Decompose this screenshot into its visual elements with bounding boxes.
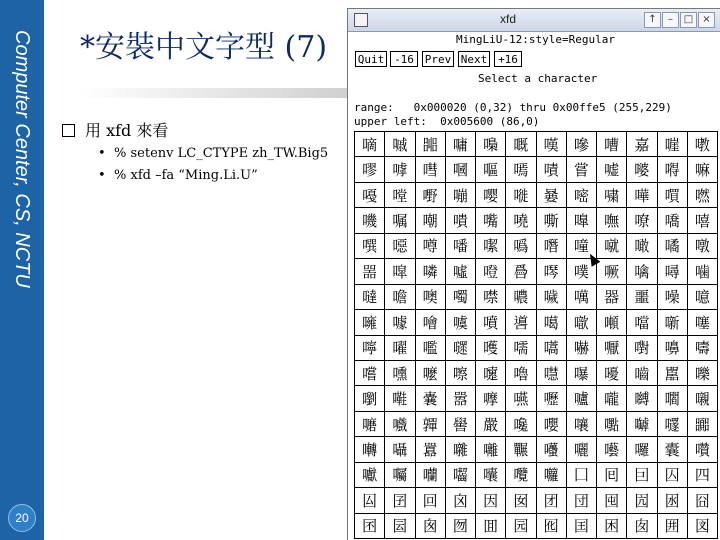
- xfd-window: [347, 8, 720, 540]
- glyph-cell[interactable]: 噡: [385, 285, 415, 310]
- glyph-cell[interactable]: 嚗: [567, 361, 597, 386]
- upper-left-info: upper left: 0x005600 (86,0): [354, 115, 540, 128]
- glyph-cell[interactable]: 囆: [537, 437, 567, 462]
- glyph-cell[interactable]: 嘹: [627, 208, 657, 233]
- glyph-cell[interactable]: 囙: [627, 463, 657, 488]
- glyph-cell[interactable]: 嚧: [567, 386, 597, 411]
- glyph-cell[interactable]: 嚶: [537, 412, 567, 437]
- glyph-cell[interactable]: 嚠: [355, 386, 385, 411]
- glyph-cell[interactable]: 嚊: [658, 336, 688, 361]
- glyph-cell[interactable]: 噛: [688, 259, 718, 284]
- glyph-cell[interactable]: 噒: [416, 259, 446, 284]
- sub-bullet-text: % setenv LC_CTYPE zh_TW.Big5: [114, 146, 329, 161]
- glyph-cell[interactable]: 囮: [537, 514, 567, 539]
- glyph-cell[interactable]: 嘪: [658, 183, 688, 208]
- glyph-cell[interactable]: 噰: [355, 310, 385, 335]
- glyph-cell[interactable]: 囂: [416, 437, 446, 462]
- glyph-cell[interactable]: 囫: [446, 514, 476, 539]
- glyph-cell[interactable]: 嘺: [658, 208, 688, 233]
- glyph-cell[interactable]: 嘙: [627, 157, 657, 182]
- glyph-cell[interactable]: 囖: [537, 463, 567, 488]
- glyph-cell[interactable]: 図: [688, 514, 718, 539]
- next-button[interactable]: Next: [458, 51, 490, 67]
- glyph-cell[interactable]: 囊: [658, 437, 688, 462]
- glyph-cell[interactable]: 噈: [597, 234, 627, 259]
- glyph-cell[interactable]: 噅: [506, 234, 536, 259]
- glyph-cell[interactable]: 嘃: [446, 132, 476, 157]
- glyph-cell[interactable]: 囒: [416, 463, 446, 488]
- window-menu-icon[interactable]: [354, 13, 368, 27]
- glyph-cell[interactable]: 囱: [627, 514, 657, 539]
- glyph-cell[interactable]: 噃: [446, 234, 476, 259]
- glyph-cell[interactable]: 嘴: [476, 208, 506, 233]
- glyph-cell[interactable]: 噥: [506, 285, 536, 310]
- glyph-cell[interactable]: 嘇: [567, 132, 597, 157]
- glyph-cell[interactable]: 噠: [355, 285, 385, 310]
- glyph-cell[interactable]: 嚦: [537, 386, 567, 411]
- glyph-cell[interactable]: 嚣: [446, 386, 476, 411]
- glyph-cell[interactable]: 嚺: [658, 412, 688, 437]
- glyph-cell[interactable]: 嘷: [567, 208, 597, 233]
- sub-bullet: [98, 168, 258, 183]
- glyph-cell[interactable]: 嘁: [385, 132, 415, 157]
- glyph-cell[interactable]: 嚨: [597, 386, 627, 411]
- glyph-cell[interactable]: 噄: [476, 234, 506, 259]
- glyph-cell[interactable]: 嚘: [597, 361, 627, 386]
- glyph-cell[interactable]: 囃: [446, 437, 476, 462]
- glyph-cell[interactable]: 囬: [476, 514, 506, 539]
- glyph-cell[interactable]: 嘐: [355, 157, 385, 182]
- window-title: xfd: [499, 12, 516, 26]
- glyph-cell[interactable]: 囨: [355, 514, 385, 539]
- glyph-cell[interactable]: 噑: [385, 259, 415, 284]
- glyph-cell[interactable]: 噢: [416, 285, 446, 310]
- glyph-cell[interactable]: 回: [416, 488, 446, 513]
- glyph-cell[interactable]: 噪: [658, 285, 688, 310]
- maximize-button[interactable]: □: [680, 12, 697, 28]
- glyph-cell[interactable]: 囕: [506, 463, 536, 488]
- glyph-cell[interactable]: 嚇: [567, 336, 597, 361]
- glyph-cell[interactable]: 噴: [476, 310, 506, 335]
- glyph-cell[interactable]: 嘘: [597, 157, 627, 182]
- glyph-cell[interactable]: 嘢: [416, 183, 446, 208]
- glyph-cell[interactable]: 噵: [506, 310, 536, 335]
- glyph-cell[interactable]: 噶: [537, 310, 567, 335]
- glyph-cell[interactable]: 因: [476, 488, 506, 513]
- glyph-cell[interactable]: 嘛: [688, 157, 718, 182]
- glyph-cell[interactable]: 嚑: [385, 361, 415, 386]
- glyph-cell[interactable]: 嚤: [476, 386, 506, 411]
- glyph-cell[interactable]: 噙: [627, 259, 657, 284]
- glyph-cell[interactable]: 嘶: [537, 208, 567, 233]
- glyph-cell[interactable]: 噀: [355, 234, 385, 259]
- glyph-cell[interactable]: 噣: [446, 285, 476, 310]
- glyph-cell[interactable]: 嘆: [537, 132, 567, 157]
- glyph-cell[interactable]: 噖: [537, 259, 567, 284]
- glyph-cell[interactable]: 团: [537, 488, 567, 513]
- glyph-cell[interactable]: 噫: [688, 285, 718, 310]
- glyph-cell[interactable]: 嘥: [506, 183, 536, 208]
- glyph-cell[interactable]: 噇: [567, 234, 597, 259]
- glyph-cell[interactable]: 器: [597, 285, 627, 310]
- glyph-cell[interactable]: 嚵: [506, 412, 536, 437]
- glyph-cell[interactable]: 嘱: [385, 208, 415, 233]
- glyph-cell[interactable]: 噱: [385, 310, 415, 335]
- glyph-cell[interactable]: 噗: [567, 259, 597, 284]
- checkbox-bullet-icon: [62, 124, 75, 137]
- glyph-cell[interactable]: 嚪: [658, 386, 688, 411]
- glyph-cell[interactable]: 嚈: [597, 336, 627, 361]
- glyph-cell[interactable]: 嘻: [688, 208, 718, 233]
- glyph-cell[interactable]: 嘀: [355, 132, 385, 157]
- glyph-cell[interactable]: 噁: [385, 234, 415, 259]
- glyph-cell[interactable]: 嚥: [506, 386, 536, 411]
- glyph-cell[interactable]: 嚻: [688, 412, 718, 437]
- glyph-cell[interactable]: 噂: [416, 234, 446, 259]
- glyph-cell[interactable]: 嘂: [416, 132, 446, 157]
- glyph-cell[interactable]: 噉: [627, 234, 657, 259]
- glyph-cell[interactable]: 嚚: [658, 361, 688, 386]
- glyph-cell[interactable]: 噔: [476, 259, 506, 284]
- glyph-cell[interactable]: 嚒: [416, 361, 446, 386]
- glyph-cell[interactable]: 嘸: [597, 208, 627, 233]
- glyph-cell[interactable]: 嚂: [416, 336, 446, 361]
- glyph-cell[interactable]: 嘅: [506, 132, 536, 157]
- glyph-cell[interactable]: 嚁: [385, 336, 415, 361]
- sub-bullet-text: % xfd –fa “Ming.Li.U”: [114, 168, 258, 183]
- glyph-cell[interactable]: 嚖: [537, 361, 567, 386]
- minus-16-button[interactable]: -16: [390, 51, 418, 67]
- glyph-cell[interactable]: 嘤: [476, 183, 506, 208]
- glyph-grid[interactable]: [354, 131, 718, 539]
- glyph-cell[interactable]: 嚔: [476, 361, 506, 386]
- glyph-cell[interactable]: 四: [688, 463, 718, 488]
- glyph-cell[interactable]: 噺: [658, 310, 688, 335]
- glyph-cell[interactable]: 嘲: [416, 208, 446, 233]
- glyph-cell[interactable]: 囐: [355, 463, 385, 488]
- glyph-cell[interactable]: 嚓: [446, 361, 476, 386]
- glyph-cell[interactable]: 囁: [385, 437, 415, 462]
- glyph-cell[interactable]: 嚢: [416, 386, 446, 411]
- glyph-cell[interactable]: 囩: [385, 514, 415, 539]
- glyph-cell[interactable]: 嚕: [506, 361, 536, 386]
- glyph-cell[interactable]: 嘈: [597, 132, 627, 157]
- glyph-cell[interactable]: 囯: [567, 514, 597, 539]
- glyph-cell[interactable]: 噧: [567, 285, 597, 310]
- glyph-cell[interactable]: 嚃: [446, 336, 476, 361]
- glyph-cell[interactable]: 嚳: [446, 412, 476, 437]
- glyph-cell[interactable]: 囇: [567, 437, 597, 462]
- glyph-cell[interactable]: 囦: [658, 488, 688, 513]
- glyph-cell[interactable]: 囲: [658, 514, 688, 539]
- glyph-cell[interactable]: 嚹: [627, 412, 657, 437]
- close-button[interactable]: ×: [698, 12, 715, 28]
- bullet-dot-icon: •: [98, 168, 106, 183]
- sub-bullet: [98, 146, 328, 161]
- bullet-dot-icon: •: [98, 146, 106, 161]
- main-bullet: [62, 118, 168, 141]
- page-number: 20: [8, 504, 36, 532]
- glyph-cell[interactable]: 噦: [537, 285, 567, 310]
- glyph-cell[interactable]: 嘊: [658, 132, 688, 157]
- glyph-cell[interactable]: 噷: [567, 310, 597, 335]
- glyph-cell[interactable]: 囜: [355, 488, 385, 513]
- glyph-cell[interactable]: 嘖: [537, 157, 567, 182]
- glyph-cell[interactable]: 嘦: [537, 183, 567, 208]
- slide-title: *安裝中文字型 (7): [80, 30, 328, 65]
- title-underline: [80, 88, 350, 98]
- glyph-cell[interactable]: 囓: [446, 463, 476, 488]
- glyph-cell[interactable]: 噊: [658, 234, 688, 259]
- glyph-cell[interactable]: 噚: [658, 259, 688, 284]
- glyph-cell[interactable]: 嚩: [627, 386, 657, 411]
- main-bullet-text: 用 xfd 來看: [85, 121, 169, 140]
- glyph-cell[interactable]: 囄: [476, 437, 506, 462]
- glyph-cell[interactable]: 嘫: [688, 183, 718, 208]
- glyph-cell[interactable]: 囋: [688, 437, 718, 462]
- glyph-cell[interactable]: 囔: [476, 463, 506, 488]
- range-info: range: 0x000020 (0,32) thru 0x00ffe5 (255,229): [354, 101, 672, 114]
- glyph-cell[interactable]: 噘: [597, 259, 627, 284]
- glyph-cell[interactable]: 囟: [446, 488, 476, 513]
- glyph-cell[interactable]: 嘡: [385, 183, 415, 208]
- glyph-cell[interactable]: 园: [506, 514, 536, 539]
- glyph-cell[interactable]: 噸: [597, 310, 627, 335]
- glyph-cell[interactable]: 囈: [597, 437, 627, 462]
- window-titlebar[interactable]: [348, 9, 720, 32]
- glyph-cell[interactable]: 噹: [627, 310, 657, 335]
- glyph-cell[interactable]: 囗: [567, 463, 597, 488]
- glyph-cell[interactable]: 嘔: [476, 157, 506, 182]
- select-hint: Select a character: [478, 72, 598, 85]
- glyph-cell[interactable]: 団: [567, 488, 597, 513]
- glyph-cell[interactable]: 困: [597, 514, 627, 539]
- glyph-cell[interactable]: 嚉: [627, 336, 657, 361]
- glyph-cell[interactable]: 噩: [627, 285, 657, 310]
- glyph-cell[interactable]: 嚄: [476, 336, 506, 361]
- glyph-cell[interactable]: 囀: [355, 437, 385, 462]
- glyph-cell[interactable]: 嚀: [355, 336, 385, 361]
- glyph-cell[interactable]: 嘣: [446, 183, 476, 208]
- glyph-cell[interactable]: 嚸: [597, 412, 627, 437]
- glyph-cell[interactable]: 嚷: [567, 412, 597, 437]
- glyph-cell[interactable]: 噳: [446, 310, 476, 335]
- glyph-cell[interactable]: 嚅: [506, 336, 536, 361]
- glyph-cell[interactable]: 噕: [506, 259, 536, 284]
- glyph-cell[interactable]: 嘗: [567, 157, 597, 182]
- glyph-cell[interactable]: 嚱: [385, 412, 415, 437]
- glyph-cell[interactable]: 嘳: [446, 208, 476, 233]
- glyph-cell[interactable]: 嚋: [688, 336, 718, 361]
- glyph-cell[interactable]: 噻: [688, 310, 718, 335]
- glyph-cell[interactable]: 嘒: [416, 157, 446, 182]
- glyph-cell[interactable]: 囘: [597, 463, 627, 488]
- glyph-cell[interactable]: 囡: [506, 488, 536, 513]
- glyph-cell[interactable]: 嘨: [597, 183, 627, 208]
- glyph-cell[interactable]: 噐: [355, 259, 385, 284]
- glyph-cell[interactable]: 嚡: [385, 386, 415, 411]
- glyph-cell[interactable]: 嘑: [385, 157, 415, 182]
- minimize-button[interactable]: –: [662, 12, 679, 28]
- glyph-cell[interactable]: 嚫: [688, 386, 718, 411]
- glyph-cell[interactable]: 嚛: [688, 361, 718, 386]
- glyph-cell[interactable]: 囤: [597, 488, 627, 513]
- glyph-cell[interactable]: 噲: [416, 310, 446, 335]
- glyph-cell[interactable]: 嘉: [627, 132, 657, 157]
- font-name-label: MingLiU-12:style=Regular: [456, 33, 615, 46]
- glyph-cell[interactable]: 囅: [506, 437, 536, 462]
- glyph-cell[interactable]: 囧: [688, 488, 718, 513]
- glyph-cell[interactable]: 嘓: [446, 157, 476, 182]
- glyph-cell[interactable]: 嘠: [355, 183, 385, 208]
- glyph-cell[interactable]: 嘰: [355, 208, 385, 233]
- glyph-cell[interactable]: 嘋: [688, 132, 718, 157]
- glyph-cell[interactable]: 嚙: [627, 361, 657, 386]
- glyph-cell[interactable]: 嚲: [416, 412, 446, 437]
- prev-button[interactable]: Prev: [422, 51, 454, 67]
- glyph-cell[interactable]: 噓: [446, 259, 476, 284]
- glyph-cell[interactable]: 嘧: [567, 183, 597, 208]
- glyph-cell[interactable]: 嘩: [627, 183, 657, 208]
- glyph-cell[interactable]: 嘕: [506, 157, 536, 182]
- side-band: [0, 0, 44, 540]
- glyph-cell[interactable]: 囑: [385, 463, 415, 488]
- raise-window-button[interactable]: ↑: [644, 12, 661, 28]
- glyph-cell[interactable]: 囉: [627, 437, 657, 462]
- glyph-cell[interactable]: 嘵: [506, 208, 536, 233]
- glyph-cell[interactable]: 嘚: [658, 157, 688, 182]
- glyph-cell[interactable]: 囥: [627, 488, 657, 513]
- plus-16-button[interactable]: +16: [494, 51, 522, 67]
- quit-button[interactable]: Quit: [355, 51, 387, 67]
- glyph-cell[interactable]: 囝: [385, 488, 415, 513]
- glyph-cell[interactable]: 噤: [476, 285, 506, 310]
- glyph-cell[interactable]: 嚐: [355, 361, 385, 386]
- glyph-cell[interactable]: 嘄: [476, 132, 506, 157]
- glyph-cell[interactable]: 嚆: [537, 336, 567, 361]
- glyph-cell[interactable]: 囚: [658, 463, 688, 488]
- glyph-cell[interactable]: 囪: [416, 514, 446, 539]
- vertical-org-title: Computer Center, CS, NCTU: [11, 30, 33, 288]
- glyph-cell[interactable]: 噆: [537, 234, 567, 259]
- glyph-cell[interactable]: 噋: [688, 234, 718, 259]
- glyph-cell[interactable]: 嚰: [355, 412, 385, 437]
- glyph-cell[interactable]: 嚴: [476, 412, 506, 437]
